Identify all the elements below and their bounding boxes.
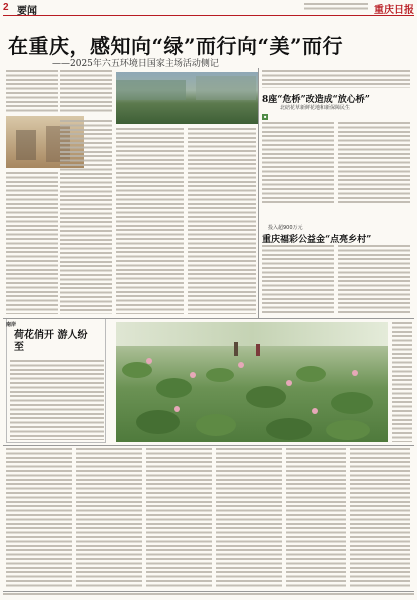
lead-headline: 在重庆，感知向“绿”而行向“美”而行	[8, 34, 344, 58]
lead-column-2b	[60, 120, 112, 314]
right-story-2-column-b	[338, 245, 410, 315]
header-meta-lines	[304, 3, 368, 12]
page-number: 2	[3, 2, 9, 13]
section-name: 要闻	[17, 6, 37, 17]
lead-photo	[116, 72, 258, 124]
bottom-column-1	[6, 448, 72, 588]
lead-subheadline: ——2025年六五环境日国家主场活动侧记	[52, 59, 219, 69]
lead-column-3	[116, 128, 184, 314]
section-tag: ■	[264, 114, 267, 119]
photo-feature-title: 荷花俏开 游人纷至	[14, 330, 88, 353]
lead-column-1a	[6, 70, 58, 112]
page-header	[3, 2, 414, 16]
lead-column-1b	[6, 172, 58, 314]
horizontal-rule	[3, 318, 414, 319]
right-story-2-column-a	[262, 245, 334, 315]
bottom-column-5	[286, 448, 346, 588]
photo-feature-caption	[10, 360, 104, 440]
right-story-2-headline: 重庆福彩公益金“点亮乡村”	[262, 235, 372, 245]
right-story-2-kicker: 投入超900万元	[268, 225, 303, 231]
lotus-pond-photo	[116, 322, 388, 442]
right-story-1-column-b	[338, 122, 410, 204]
right-story-1-column-a	[262, 122, 334, 204]
right-top-text	[262, 70, 410, 88]
bottom-column-4	[216, 448, 282, 588]
bottom-column-6	[350, 448, 410, 588]
page-footer	[3, 591, 414, 597]
horizontal-rule-2	[3, 445, 414, 446]
newspaper-logo: 重庆日报	[374, 5, 414, 16]
bottom-column-3	[146, 448, 212, 588]
lead-column-2a	[60, 70, 112, 112]
column-rule	[258, 68, 259, 318]
right-story-1-subheadline: 北碚花草新鲜花地和新保障民生	[280, 105, 351, 111]
right-story-1-headline: 8座“危桥”改造成“放心桥”	[262, 95, 370, 105]
lead-column-4	[188, 128, 256, 314]
right-narrow-column	[392, 322, 412, 442]
bottom-column-2	[76, 448, 142, 588]
photo-feature-label: 南岸	[6, 322, 17, 328]
